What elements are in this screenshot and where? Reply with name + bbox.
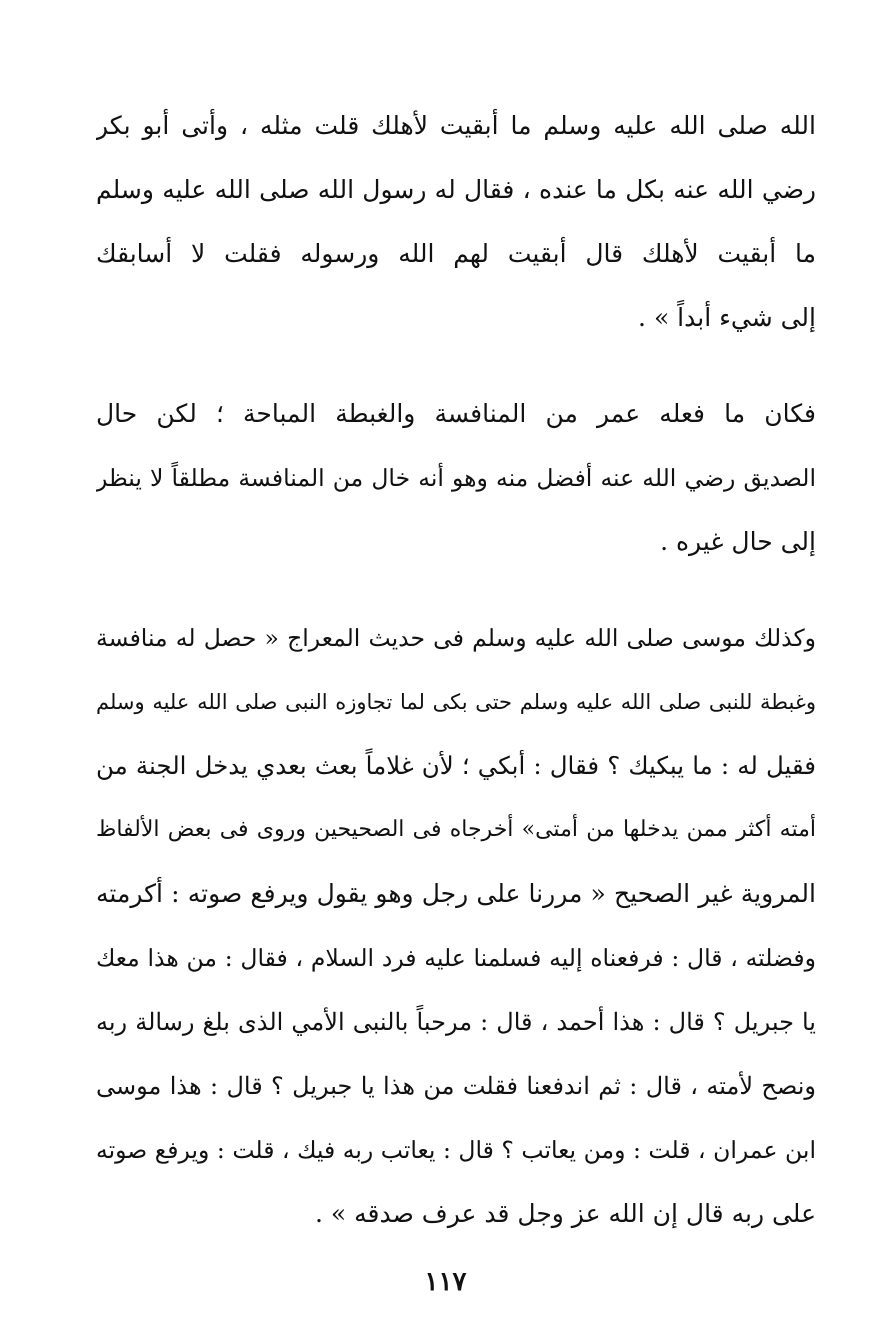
text-line: ابن عمران ، قلت : ومن يعاتب ؟ قال : يعاتب ربه فيك ، قلت : ويرفع صوته (96, 1136, 816, 1164)
paragraph (96, 606, 816, 1246)
body-text (96, 94, 816, 1246)
paragraph (96, 382, 816, 574)
text-line: الله صلى الله عليه وسلم ما أبقيت لأهلك قلت مثله ، وأتى أبو بكر (96, 111, 816, 140)
page-number: ١١٧ (424, 1267, 467, 1297)
text-line: ما أبقيت لأهلك قال أبقيت لهم الله ورسوله فقلت لا أسابقك (96, 239, 816, 268)
text-line: وغبطة للنبى صلى الله عليه وسلم حتى بكى لما تجاوزه النبى صلى الله عليه وسلم (96, 690, 816, 714)
text-line: ونصح لأمته ، قال : ثم اندفعنا فقلت من هذا يا جبريل ؟ قال : هذا موسى (96, 1072, 816, 1100)
text-line: فقيل له : ما يبكيك ؟ فقال : أبكي ؛ لأن غلاماً بعث بعدي يدخل الجنة من (96, 751, 816, 780)
text-line: أمته أكثر ممن يدخلها من أمتى» أخرجاه فى الصحيحين وروى فى بعض الألفاظ (96, 817, 816, 842)
text-line: المروية غير الصحيح « مررنا على رجل وهو يقول ويرفع صوته : أكرمته (96, 879, 816, 908)
text-line: وكذلك موسى صلى الله عليه وسلم فى حديث المعراج « حصل له منافسة (96, 624, 816, 652)
paragraph-spacer (96, 574, 816, 606)
text-line: يا جبريل ؟ قال : هذا أحمد ، قال : مرحباً بالنبى الأمي الذى بلغ رسالة ربه (96, 1008, 816, 1036)
text-line: فكان ما فعله عمر من المنافسة والغبطة المباحة ؛ لكن حال (96, 399, 816, 428)
text-line: رضي الله عنه بكل ما عنده ، فقال له رسول الله صلى الله عليه وسلم (96, 175, 816, 204)
text-line: على ربه قال إن الله عز وجل قد عرف صدقه » . (315, 1199, 816, 1228)
text-line: إلى شيء أبداً » . (638, 303, 816, 332)
text-line: إلى حال غيره . (660, 527, 816, 556)
text-line: وفضلته ، قال : فرفعناه إليه فسلمنا عليه فرد السلام ، فقال : من هذا معك (96, 944, 816, 972)
text-line: الصديق رضي الله عنه أفضل منه وهو أنه خال من المنافسة مطلقاً لا ينظر (96, 464, 816, 492)
paragraph-spacer (96, 350, 816, 382)
paragraph (96, 94, 816, 350)
